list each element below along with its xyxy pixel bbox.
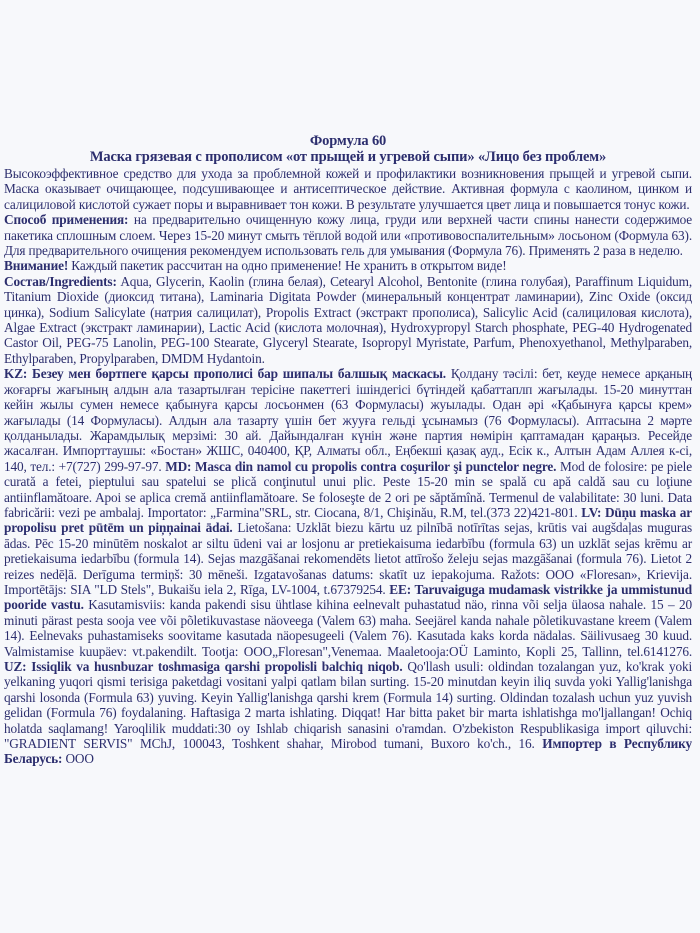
ingredients-paragraph <box>4 274 692 366</box>
md-text: Mod de folosire: pe piele curată a fetei, pieptului sau spatelui se plică conţinutul unui plic. Peste 15-20 min se spală cu apă caldă sau cu loţiune antiinflamătoare. Apoi se aplica cremă antiinflamătoare. Se foloseşte de 2 ori pe săptămînă. Termenul de valabilitate: 30 luni. Data fabricării: vezi pe ambalaj. Importator: „Farmina"SRL, str. Ciocana, 8/1, Chişinău, R.M, tel.(373 22)421-801. <box>4 458 692 520</box>
kz-text: Қолдану тәсілі: бет, кеуде немесе арқаның жоғарғы жағының алдын ала тазартылған терісіне пакеттегі ішіндегісі бүтіндей қабаттаплп жағылады. 15-20 минуттан кейін жылы сумен немесе қабынуға қарсы лосьонмен (63 Формуласы) жуылады. Одан әрі «Қабынуға қарсы крем» жағылады (14 Формуласы). Алдын ала тазарту үшін бет жууға гельді ұсынамыз (76 Формуласы). Аптасына 2 мәрте қолданылады. Жарамдылық мерзімі: 30 ай. Дайындалған күнін және партия нөмірін қаптамадан қараңыз. Ресейде жасалған. Импорттаушы: «Бостан» ЖШС, 040400, ҚР, Алматы обл., Еңбекші қазақ ауд., Есік к., Алтын Адам Аллея к-сі, 140, тел.: +7(727) 299-97-97. <box>4 366 693 474</box>
md-label: MD: Masca din namol cu propolis contra coşurilor şi punctelor negre. <box>165 458 557 474</box>
product-subtitle: Маска грязевая с прополисом «от прыщей и угревой сыпи» «Лицо без проблем» <box>89 148 607 165</box>
ingredients-label: Состав/Ingredients: <box>4 273 117 289</box>
lv-text: Lietošana: Uzklāt biezu kārtu uz pilnībā notīrītas sejas, krūtis vai augšdaļas muguras ādas. Pēc 15-20 minūtēm noskalot ar siltu ūdeni vai ar losjonu ar pretiekaisuma iedarbību (formula 63) un uzklāt sejas krēmu ar pretiekaisuma iedarbību (formula 14). Sejas mazgāšanai rekomendēts lietot attīrošo želeju sejas mazgāšanai (formula 76). Lietot 2 reizes nedēļā. Derīguma termiņš: 30 mēneši. Izgatavošanas datums: skatīt uz iepakojuma. Ražots: OOO «Floresan», Krievija. Importētājs: SIA "LD Stels", Bukaišu iela 2, Rīga, LV-1004, t.67379254. <box>4 520 692 597</box>
warning-text: Каждый пакетик рассчитан на одно применение! Не хранить в открытом виде! <box>68 258 507 274</box>
by-label: Импортер в Республику Беларусь: <box>4 736 693 767</box>
ee-text: Kasutamisviis: kanda pakendi sisu ühtlase kihina eelnevalt puhastatud näo, rinna või selja ülaosa nahale. 15 – 20 minuti pärast pesta sooja vee või põletikuvastase näoveega (Valem 63) maha. Seejärel kanda nahale põletikuvastane kreem (Valem 14). Eelnevaks puhastamiseks soovitame kasutada näopesugeeli (Valem 76). Kasutada kaks korda nädalas. Säilivusaeg 30 kuud. Valmistamise kuupäev: vt.pakendilt. Tootja: OOO„Floresan",Venemaa. Maaletooja:OÜ Laminto, Kopli 25, Tallinn, tel.6141276. <box>4 597 692 659</box>
description-paragraph: Высокоэффективное средство для ухода за проблемной кожей и профилактики возникновения прыщей и угревой сыпи. Маска оказывает очищающее, подсушивающее и антисептическое действие. Активная формула с каолином, цинком и салициловой кислотой сужает поры и выравнивает тон кожи. В результате улучшается цвет лица и повышается тонус кожи. <box>4 166 692 212</box>
kz-label: KZ: Безеу мен бөртпеге қарсы прополисі бар шипалы балшық маскасы. <box>4 366 446 382</box>
usage-text: на предварительно очищенную кожу лица, груди или верхней части спины нанести содержимое пакетика сплошным слоем. Через 15-20 минут смыть тёплой водой или «противовоспалительным» лосьоном (Формула 63). Для предварительного очищения рекомендуем использовать гель для умывания (Формула 76). Применять 2 раза в неделю. <box>4 212 693 259</box>
by-text: ООО <box>62 751 94 767</box>
uz-text: Qo'llash usuli: oldindan tozalangan yuz, ko'krak yoki yelkaning yuqori qismi terisiga paketdagi vositani yalpi qatlam bilan surting. 15-20 minutdan keyin iliq suvda yoki Yallig'lanishga qarshi losonda (Formula 63) yuving. Keyin Yallig'lanishga qarshi krem (Formula 14) surting. Oldindan tozalash uchun yuz yuvish gelidan (Formula 76) foydalaning. Haftasiga 2 marta ishlating. Diqqat! Har bitta paket bir marta ishlatishga mo'ljallangan! Ochiq holatda saqlamang! Yaroqlilik muddati:30 oy Ishlab chiqarish sanasini o'ramdan. O'zbekiston Respublikasiga import qiluvchi: "GRADIENT SERVIS" MChJ, 100043, Toshkent shahar, Mirobod tumani, Buxoro ko'ch., 16. <box>4 659 692 752</box>
product-title: Формула 60 <box>309 133 387 149</box>
usage-paragraph <box>4 212 692 258</box>
ee-label: EE: Taruvaiguga mudamask vistrikke ja ummistunud pooride vastu. <box>4 581 692 613</box>
multilang-paragraph <box>4 366 692 767</box>
uz-label: UZ: Issiqlik va husnbuzar toshmasiga qarshi propolisli balchiq niqob. <box>4 659 403 674</box>
label-text <box>4 134 692 767</box>
warning-label: Внимание! <box>4 258 69 274</box>
ingredients-text: Aqua, Glycerin, Kaolin (глина белая), Cetearyl Alcohol, Bentonite (глина голубая), Paraffinum Liquidum, Titanium Dioxide (диоксид титана), Laminaria Digitata Powder (минеральный концентрат ламинарии), Zinc Oxide (оксид цинка), Sodium Salicylate (натрия салицилат), Propolis Extract (экстракт прополиса), Salicylic Acid (салициловая кислота), Algae Extract (экстракт ламинарии), Lactic Acid (кислота молочная), Hydroxypropyl Starch phosphate, PEG-40 Hydrogenated Castor Oil, PEG-75 Lanolin, PEG-100 Stearate, Glyceryl Stearate, Isopropyl Myristate, Parfum, Phenoxyethanol, Methylparaben, Ethylparaben, Propylparaben, DMDM Hydantoin. <box>4 273 692 366</box>
usage-label: Способ применения: <box>4 212 129 228</box>
lv-label: LV: Dūņu maska ar propolisu pret pūtēm un piņņainai ādai. <box>4 504 692 536</box>
warning-paragraph <box>4 258 692 273</box>
